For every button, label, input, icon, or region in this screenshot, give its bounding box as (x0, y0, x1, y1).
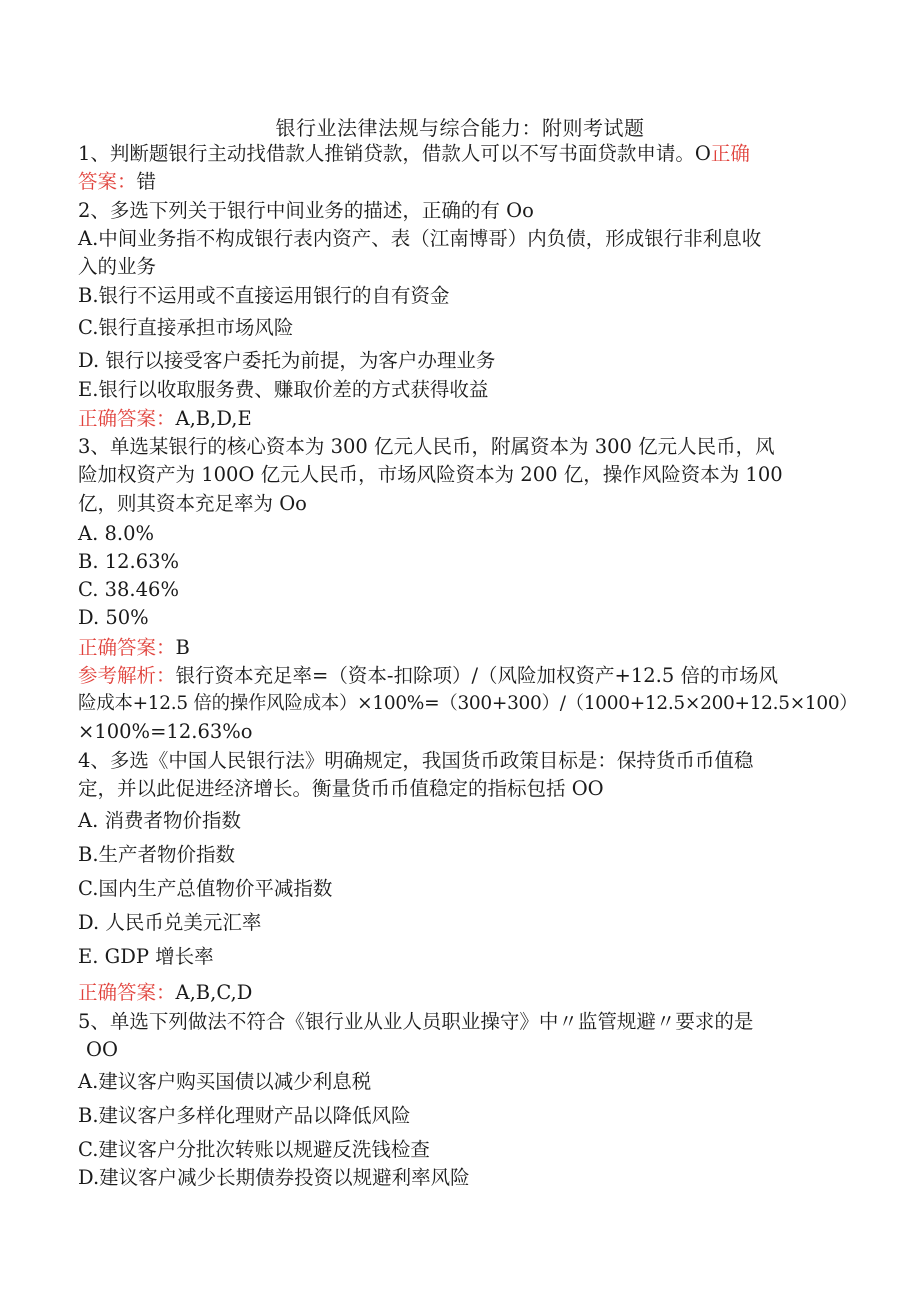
question-5-stem-line2: OO (86, 1038, 118, 1061)
page-title: 银行业法律法规与综合能力：附则考试题 (275, 116, 645, 140)
question-3-analysis-line3: ×100%=12.63%o (78, 720, 253, 743)
question-1-text: 1、判断题银行主动找借款人推销贷款，借款人可以不写书面贷款申请。O (78, 142, 711, 165)
question-2-answer (78, 405, 848, 433)
answer-label: 正确答案： (78, 407, 176, 430)
question-3-option-d: D. 50% (78, 606, 149, 629)
question-4-stem-line1: 4、多选《中国人民银行法》明确规定，我国货币政策目标是：保持货币币值稳 (78, 749, 754, 772)
question-3-analysis-line2: 险成本+12.5 倍的操作风险成本）×100%=（300+300）/（1000+12.5×200+12.5×100） (78, 693, 858, 714)
question-5-stem-line1: 5、单选下列做法不符合《银行业从业人员职业操守》中〃监管规避〃要求的是 (78, 1010, 754, 1033)
answer-label: 正确答案： (78, 636, 176, 659)
question-3-answer-value: B (175, 636, 190, 659)
question-3-answer (78, 634, 848, 662)
question-4-option-c: C.国内生产总值物价平减指数 (78, 877, 333, 900)
question-1-answer (78, 168, 848, 196)
question-3-analysis-line1 (78, 662, 848, 690)
question-5-option-a: A.建议客户购买国债以减少利息税 (78, 1070, 372, 1093)
answer-label: 正确答案： (78, 981, 176, 1004)
question-1-stem (78, 140, 848, 168)
question-3-analysis-text1: 银行资本充足率=（资本-扣除项）/（风险加权资产+12.5 倍的市场风 (175, 664, 778, 687)
question-2-option-b: B.银行不运用或不直接运用银行的自有资金 (78, 284, 450, 307)
question-3-option-c: C. 38.46% (78, 578, 179, 601)
question-2-option-d: D. 银行以接受客户委托为前提，为客户办理业务 (78, 349, 496, 372)
question-4-option-a: A. 消费者物价指数 (78, 809, 241, 832)
question-1-answer-value: 错 (136, 170, 157, 193)
question-2-option-a-line1: A.中间业务指不构成银行表内资产、表（江南博哥）内负债，形成银行非利息收 (78, 227, 762, 250)
question-2-option-c: C.银行直接承担市场风险 (78, 316, 294, 339)
question-1-answer-label-part2: 答案： (78, 170, 137, 193)
question-1-answer-label-part1: 正确 (710, 142, 750, 165)
question-2-option-e: E.银行以收取服务费、赚取价差的方式获得收益 (78, 378, 489, 401)
question-3-stem-line3: 亿，则其资本充足率为 Oo (78, 492, 307, 515)
question-4-option-d: D. 人民币兑美元汇率 (78, 911, 262, 934)
question-5-option-c: C.建议客户分批次转账以规避反洗钱检查 (78, 1138, 430, 1161)
question-2-option-a-line2: 入的业务 (78, 255, 157, 278)
question-4-answer-value: A,B,C,D (175, 981, 253, 1004)
question-4-stem-line2: 定，并以此促进经济增长。衡量货币币值稳定的指标包括 OO (78, 777, 604, 800)
question-2-answer-value: A,B,D,E (175, 407, 252, 430)
question-3-stem-line2: 险加权资产为 100O 亿元人民币，市场风险资本为 200 亿，操作风险资本为 100 (78, 463, 783, 486)
question-3-stem-line1: 3、单选某银行的核心资本为 300 亿元人民币，附属资本为 300 亿元人民币，风 (78, 435, 775, 458)
question-5-option-b: B.建议客户多样化理财产品以降低风险 (78, 1104, 411, 1127)
question-4-option-e: E. GDP 增长率 (78, 945, 214, 968)
question-4-answer (78, 979, 848, 1007)
question-3-option-b: B. 12.63% (78, 550, 180, 573)
question-2-stem: 2、多选下列关于银行中间业务的描述，正确的有 Oo (78, 199, 534, 222)
analysis-label: 参考解析： (78, 664, 176, 687)
question-3-option-a: A. 8.0% (78, 522, 155, 545)
question-4-option-b: B.生产者物价指数 (78, 843, 236, 866)
question-5-option-d: D.建议客户减少长期债券投资以规避利率风险 (78, 1166, 470, 1189)
